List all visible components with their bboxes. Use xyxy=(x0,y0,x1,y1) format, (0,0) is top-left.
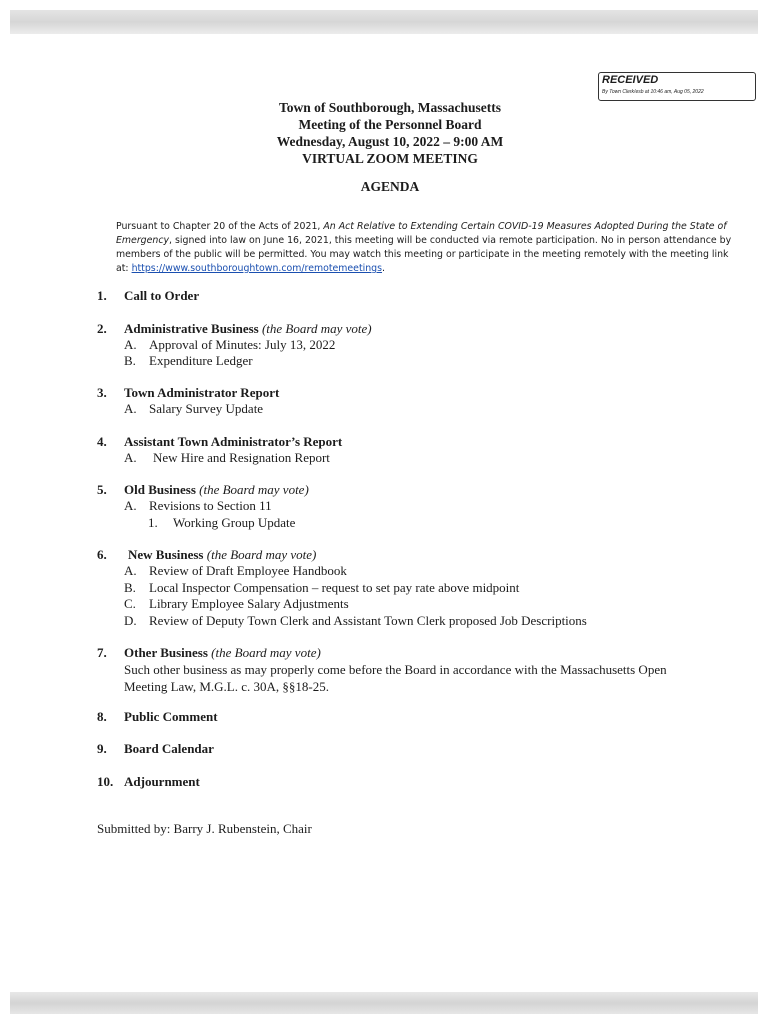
sub-letter: B. xyxy=(124,353,136,368)
item-number: 1. xyxy=(97,288,107,303)
item-title xyxy=(128,547,316,564)
sub-text: Revisions to Section 11 xyxy=(149,498,272,513)
preamble-text: Pursuant to Chapter 20 of the Acts of 2021, xyxy=(116,221,324,232)
item-title: Public Comment xyxy=(124,709,218,724)
item-number: 5. xyxy=(97,482,107,497)
remote-meetings-link[interactable]: https://www.southboroughtown.com/remotemeetings xyxy=(131,263,383,274)
item-title: Town Administrator Report xyxy=(124,385,280,400)
sub-text: Expenditure Ledger xyxy=(149,353,253,368)
item-title-text: Other Business xyxy=(124,645,208,660)
stamp-title: RECEIVED xyxy=(602,74,659,86)
item-number: 9. xyxy=(97,741,107,756)
preamble-act-title: An Act Relative to Extending Certain COVID-19 Measures Adopted During the State of Emergency xyxy=(116,221,727,246)
sub-letter: 1. xyxy=(148,515,158,530)
received-stamp xyxy=(598,72,756,101)
item-title xyxy=(124,482,309,499)
item-title-text: New Business xyxy=(128,547,204,562)
item-number: 6. xyxy=(97,547,107,562)
item-number: 4. xyxy=(97,434,107,449)
document-header xyxy=(180,99,600,167)
agenda-title: AGENDA xyxy=(360,179,420,194)
sub-letter: B. xyxy=(124,580,136,595)
sub-text: New Hire and Resignation Report xyxy=(153,450,330,465)
header-format: VIRTUAL ZOOM MEETING xyxy=(302,151,478,166)
submitted-by: Submitted by: Barry J. Rubenstein, Chair xyxy=(97,821,312,836)
sub-letter: A. xyxy=(124,498,137,513)
sub-text: Review of Deputy Town Clerk and Assistant Town Clerk proposed Job Descriptions xyxy=(149,613,587,628)
sub-letter: D. xyxy=(124,613,137,628)
header-date: Wednesday, August 10, 2022 – 9:00 AM xyxy=(276,134,504,149)
sub-letter: C. xyxy=(124,596,136,611)
sub-text: Approval of Minutes: July 13, 2022 xyxy=(149,337,336,352)
sub-letter: A. xyxy=(124,563,137,578)
item-number: 3. xyxy=(97,385,107,400)
header-board: Meeting of the Personnel Board xyxy=(298,117,482,132)
sub-text: Working Group Update xyxy=(173,515,296,530)
item-title-text: Old Business xyxy=(124,482,196,497)
item-title: Adjournment xyxy=(124,774,200,789)
sub-item xyxy=(124,580,519,596)
item-number: 2. xyxy=(97,321,107,336)
sub-item xyxy=(124,450,330,466)
item-number: 7. xyxy=(97,645,107,660)
item-note: (the Board may vote) xyxy=(199,482,309,497)
item-title xyxy=(124,321,372,338)
preamble xyxy=(116,220,732,276)
sub-item xyxy=(124,498,272,514)
preamble-text-2: , signed into law on June 16, 2021, this meeting will be conducted via remote participation. No in person attendance by members of the public will be permitted. You may watch this meeting or participate in the meeting remotely with the meeting link at: xyxy=(116,235,732,274)
item-number: 10. xyxy=(97,774,114,789)
item-title: Assistant Town Administrator’s Report xyxy=(124,434,343,449)
sub-item xyxy=(124,613,587,629)
sub-text: Salary Survey Update xyxy=(149,401,264,416)
item-note: (the Board may vote) xyxy=(261,321,372,336)
stamp-detail: By Town Clerk/esb at 10:46 am, Aug 05, 2022 xyxy=(602,89,704,95)
item-number: 8. xyxy=(97,709,107,724)
scan-edge-top xyxy=(10,10,758,34)
sub-item xyxy=(124,353,253,369)
item-note: (the Board may vote) xyxy=(211,645,321,660)
item-title: Call to Order xyxy=(124,288,200,303)
sub-item xyxy=(124,596,349,612)
sub-item xyxy=(124,563,347,579)
sub-text: Library Employee Salary Adjustments xyxy=(149,596,349,611)
item-title: Board Calendar xyxy=(124,741,214,756)
sub-item xyxy=(124,401,263,417)
header-town: Town of Southborough, Massachusetts xyxy=(278,100,502,115)
item-body: Such other business as may properly come before the Board in accordance with the Massachusetts Open Meeting Law, M.G.L. c. 30A, §§18-25. xyxy=(124,662,667,694)
item-title xyxy=(124,645,321,662)
scan-edge-bottom xyxy=(10,992,758,1014)
item-note: (the Board may vote) xyxy=(206,547,317,562)
preamble-end: . xyxy=(382,263,385,274)
sub-item xyxy=(148,515,295,531)
sub-letter: A. xyxy=(124,450,137,465)
sub-text: Review of Draft Employee Handbook xyxy=(149,563,347,578)
sub-text: Local Inspector Compensation – request to set pay rate above midpoint xyxy=(149,580,520,595)
item-title-text: Administrative Business xyxy=(124,321,259,336)
sub-letter: A. xyxy=(124,337,137,352)
sub-item xyxy=(124,337,335,353)
sub-letter: A. xyxy=(124,401,137,416)
